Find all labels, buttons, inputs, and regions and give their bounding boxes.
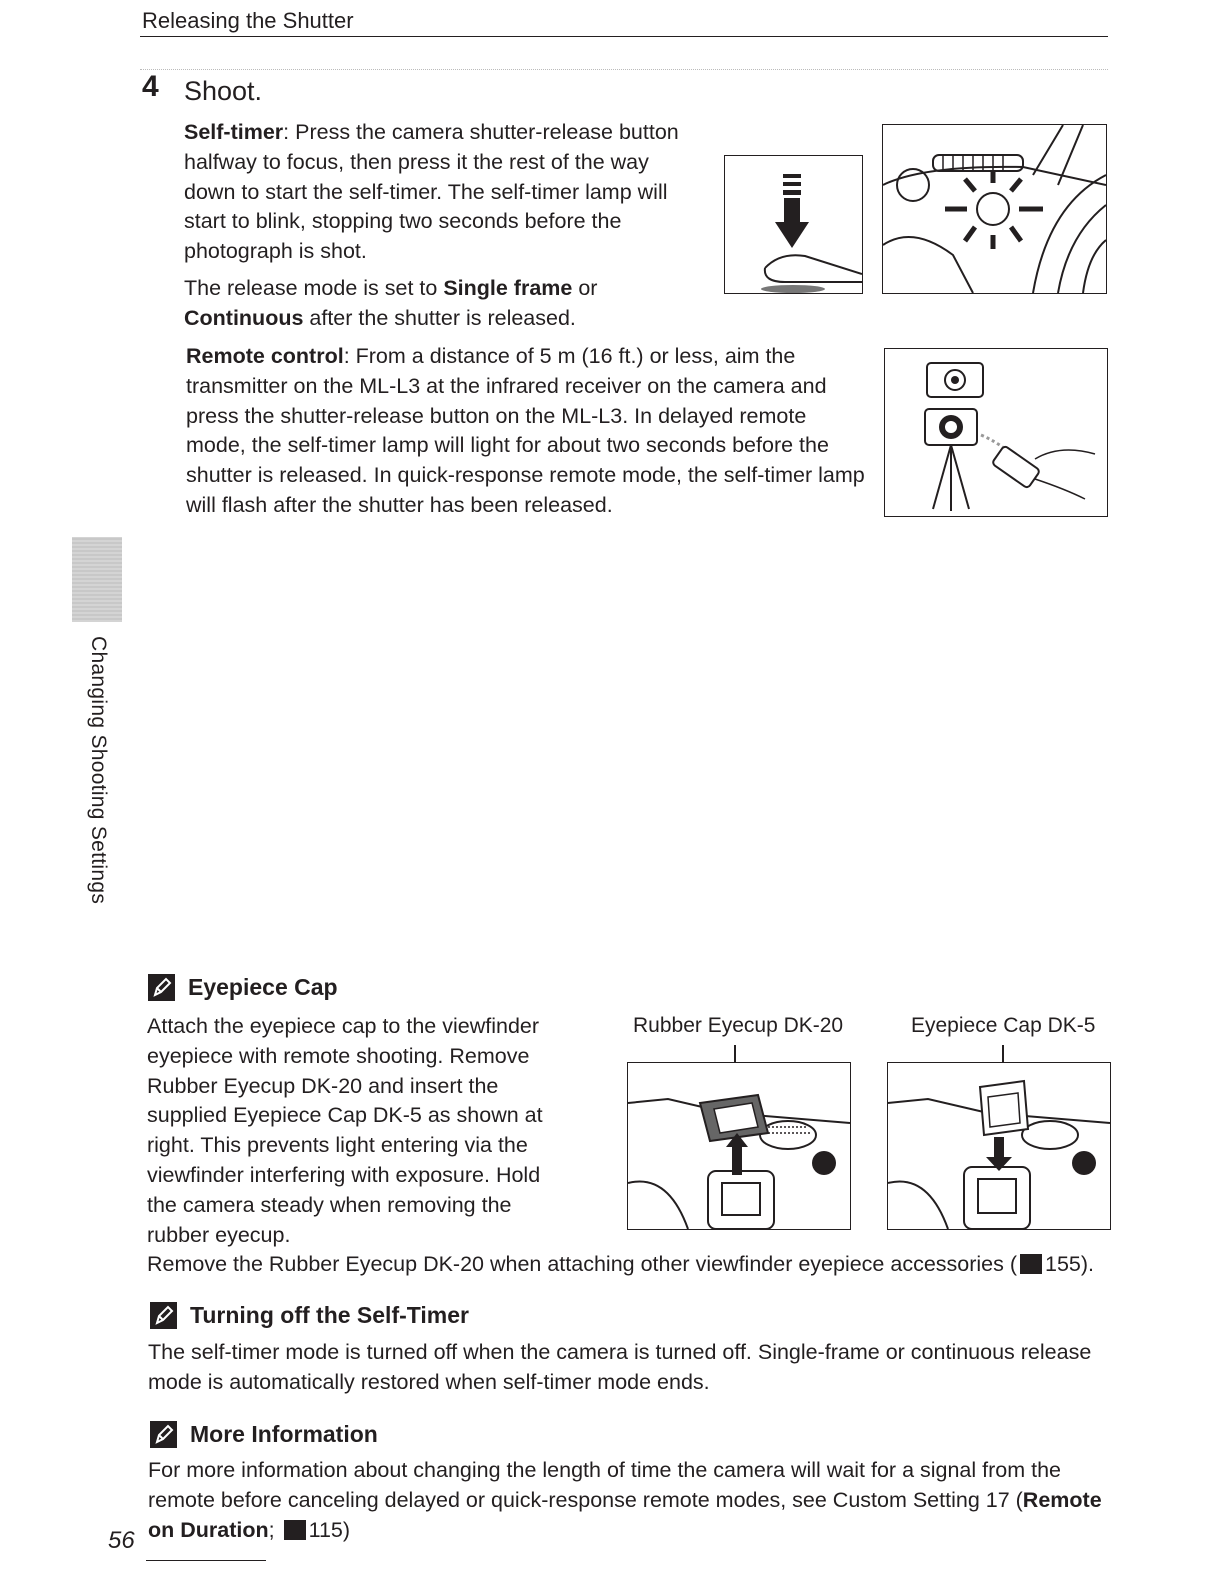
remote-control-paragraph (186, 342, 866, 521)
page-reference-icon (1020, 1254, 1042, 1274)
pencil-note-icon (148, 974, 175, 1001)
page-reference-icon (284, 1520, 306, 1540)
pencil-note-icon (150, 1302, 177, 1329)
self-timer-text: : Press the camera shutter-release button halfway to focus, then press it the rest of the way down to start the self-timer. The self-timer lamp will start to blink, stopping two seconds before the photograph is shot. (184, 120, 679, 264)
page-reference-link[interactable]: 115 (308, 1517, 343, 1542)
finger-press-icon (725, 156, 862, 293)
self-timer-label: Self-timer (184, 120, 284, 144)
header-rule (140, 36, 1108, 37)
eyepiece-footer-text: Remove the Rubber Eyecup DK-20 when attaching other viewfinder eyepiece accessories ( 155). (147, 1252, 1095, 1276)
rubber-eyecup-caption: Rubber Eyecup DK-20 (633, 1014, 844, 1037)
remote-control-illustration (884, 348, 1108, 517)
remote-control-text: : From a distance of 5 m (16 ft.) or less, aim the transmitter on the ML-L3 at the infrared receiver on the camera and press the shutter-release button on the ML-L3. In delayed remote mode, the self-timer lamp will light for about two seconds before the shutter is released. In quick-response remote mode, the self-timer lamp will flash after the shutter has been released. (186, 344, 865, 517)
eyepiece-cap-text: Attach the eyepiece cap to the viewfinder eyepiece with remote shooting. Remove Rubber Eyecup DK-20 and insert the supplied Eyepiece Cap DK-5 as shown at right. This prevents light entering via the viewfinder interfering with exposure. Hold the camera steady when removing the rubber eyecup. (147, 1014, 543, 1247)
self-timer-paragraph (184, 118, 704, 267)
header-dotted-rule (140, 69, 1108, 70)
footer-rule (146, 1560, 266, 1561)
shutter-press-illustration (724, 155, 863, 294)
turning-off-text: The self-timer mode is turned off when the camera is turned off. Single-frame or continuous release mode is automatically restored when self-timer mode ends. (148, 1340, 1092, 1394)
self-timer-lamp-icon (883, 125, 1106, 293)
remote-control-label: Remote control (186, 344, 344, 368)
remote-camera-tripod-icon (885, 349, 1107, 516)
eyepiece-cap-insert-icon (888, 1063, 1110, 1229)
self-timer-lamp-illustration (882, 124, 1107, 294)
header-title: Releasing the Shutter (142, 8, 354, 33)
page-number: 56 (108, 1527, 135, 1554)
step-title: Shoot. (184, 76, 263, 106)
eyepiece-cap-caption: Eyepiece Cap DK-5 (911, 1014, 1096, 1037)
turning-off-title: Turning off the Self-Timer (190, 1302, 469, 1328)
more-info-title: More Information (190, 1421, 378, 1447)
section-tab-marker (72, 537, 122, 622)
more-info-text: For more information about changing the length of time the camera will wait for a signal from the remote before canceling delayed or quick-response remote modes, see Custom Setting 17 (Remote on Duration; 115) (148, 1458, 1102, 1542)
eyepiece-cap-title: Eyepiece Cap (188, 974, 338, 1000)
step-number: 4 (142, 70, 159, 103)
rubber-eyecup-illustration (627, 1062, 851, 1230)
eyecup-removal-icon (628, 1063, 850, 1229)
section-tab-label: Changing Shooting Settings (87, 636, 110, 905)
pencil-note-icon (150, 1421, 177, 1448)
release-mode-paragraph: The release mode is set to Single frame or Continuous after the shutter is released. (184, 276, 598, 330)
remote-on-duration-label: Remote on Duration (148, 1487, 1102, 1542)
page-reference-link[interactable]: 155 (1045, 1252, 1081, 1276)
eyepiece-cap-illustration (887, 1062, 1111, 1230)
